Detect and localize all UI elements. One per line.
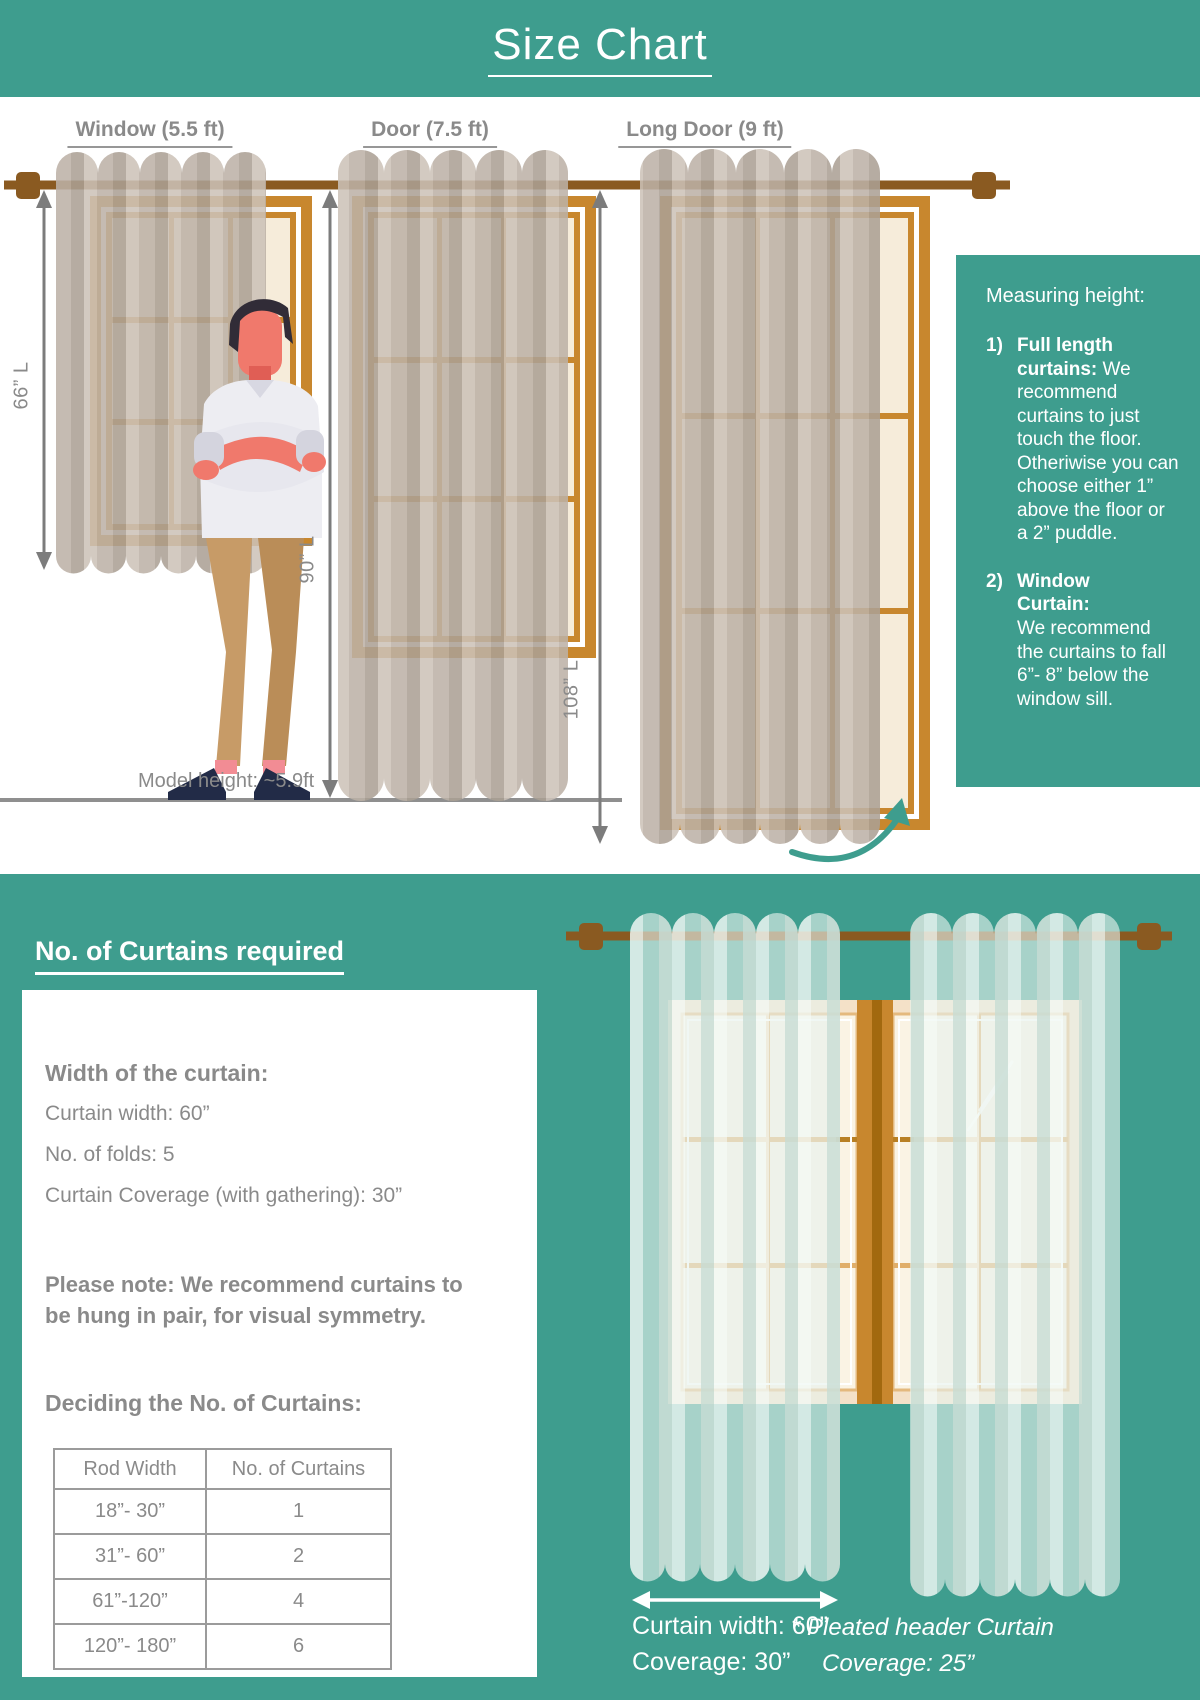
info-item-1-body: Full length curtains: We recommend curtains to just touch the floor. Otheriwise you can choose either 1” above the floor or a 2” puddle.: [1017, 335, 1179, 545]
model-caption: Model height: ~5.9ft: [138, 770, 315, 792]
table-row: 61”-120” 4: [54, 1579, 391, 1624]
header-no-of-curtains: No. of Curtains: [206, 1449, 391, 1489]
sheer-curtain-left: [630, 913, 840, 1582]
page-title: Size Chart: [488, 20, 711, 77]
curtain-width-line: Curtain width: 60”: [45, 1102, 210, 1125]
info-item-2-number: 2): [986, 570, 1003, 592]
pleated-note-line2: Coverage: 25”: [822, 1650, 975, 1677]
measurement-label-90: 90” L: [296, 535, 319, 584]
width-title: Width of the curtain:: [45, 1060, 269, 1086]
bottom-width-label: Curtain width: 60”: [632, 1612, 828, 1640]
bottom-heading: No. of Curtains required: [35, 936, 344, 975]
info-item-1-number: 1): [986, 335, 1003, 356]
table-row: 18”- 30” 1: [54, 1489, 391, 1534]
curtain-long-door: [640, 149, 880, 844]
folds-line: No. of folds: 5: [45, 1143, 175, 1166]
measurement-label-66: 66” L: [10, 361, 33, 410]
table-row: 120”- 180” 6: [54, 1624, 391, 1669]
pair-note: Please note: We recommend curtains to be hung in pair, for visual symmetry.: [45, 1272, 463, 1328]
sheer-curtain-right: [910, 913, 1120, 1597]
pleated-note-line1: * Pleated header Curtain: [791, 1614, 1054, 1641]
curtain-door: [338, 150, 568, 801]
bottom-coverage-label: Coverage: 30”: [632, 1648, 791, 1676]
measurement-label-108: 108” L: [560, 659, 583, 720]
coverage-line: Curtain Coverage (with gathering): 30”: [45, 1184, 403, 1207]
info-item-2-body: Window Curtain: We recommend the curtains to fall 6”- 8” below the window sill.: [1017, 570, 1166, 710]
table-title: Deciding the No. of Curtains:: [45, 1390, 362, 1416]
info-item-2: [986, 570, 1180, 711]
label-door: Door (7.5 ft): [363, 118, 497, 148]
table-header-row: [54, 1449, 391, 1489]
measure-arrow-66: [36, 190, 52, 570]
table-row: 31”- 60” 2: [54, 1534, 391, 1579]
measure-arrow-90: [322, 190, 338, 798]
width-arrow: [632, 1591, 838, 1609]
info-box-title: Measuring height:: [986, 285, 1145, 307]
header-rod-width: Rod Width: [54, 1449, 206, 1489]
info-item-1: [986, 334, 1180, 546]
details-panel: [22, 990, 537, 1677]
measuring-height-box: [956, 255, 1200, 787]
label-window: Window (5.5 ft): [67, 118, 232, 148]
label-long-door: Long Door (9 ft): [618, 118, 791, 148]
curtain-count-table: [53, 1448, 392, 1670]
